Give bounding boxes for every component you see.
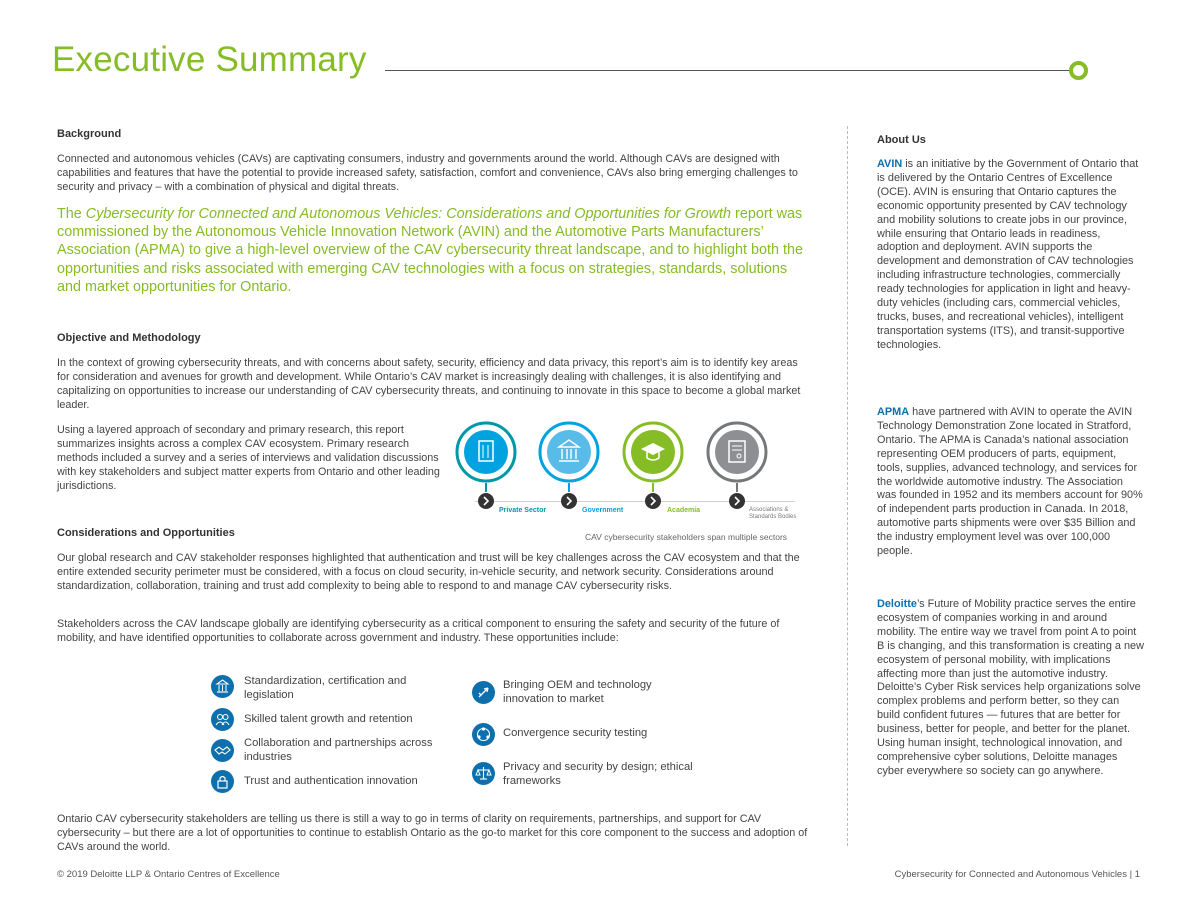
- opportunity-convergence: Convergence security testing: [503, 727, 648, 739]
- footer-doc-title: Cybersecurity for Connected and Autonomous Vehicles | 1: [894, 869, 1140, 880]
- lead-pre: The: [57, 206, 86, 222]
- sector-academia: [624, 423, 682, 509]
- network-icon: [472, 723, 495, 746]
- background-heading: Background: [57, 128, 122, 140]
- scales-icon: [472, 762, 495, 785]
- people-icon: [211, 708, 234, 731]
- government-icon: [211, 675, 234, 698]
- stakeholder-figure: [455, 421, 810, 546]
- about-deloitte: [877, 598, 1145, 779]
- sector-associations: [708, 423, 766, 509]
- sector-bullet: [645, 493, 661, 509]
- about-apma: [877, 406, 1145, 559]
- about-avin: [877, 158, 1145, 353]
- methodology-paragraph: Using a layered approach of secondary and primary research, this report summarizes insights across a complex CAV ecosystem. Primary research methods included a survey and a series of interviews and validation discussions with key stakeholders and subject matter experts from Ontario and other leading jurisdictions.: [57, 424, 440, 492]
- apma-text: have partnered with AVIN to operate the AVIN Technology Demonstration Zone located in Stratford, Ontario. The APMA is Canada’s national association representing OEM producers of parts, equipment, tools, supplies, advanced technology, and services for the worldwide automotive industry. The Association was founded in 1952 and its members account for 90% of independent parts production in Canada. In 2018, automotive parts shipments were over $35 Billion and the industry employment level was over 100,000 people.: [877, 406, 1143, 558]
- lead-paragraph: [57, 205, 809, 296]
- stakeholders-paragraph: Stakeholders across the CAV landscape globally are identifying cybersecurity as a critical component to ensuring the safety and security of the future of mobility, and have identified opportunities to collaborate across government and industry. These opportunities include:: [57, 618, 780, 644]
- deloitte-name: Deloitte: [877, 598, 917, 610]
- sector-government: [540, 423, 598, 509]
- deloitte-text: ’s Future of Mobility practice serves the entire ecosystem of companies working in and around mobility. The entire way we travel from point A to point B is changing, and this transformation is creating a new ecosystem of personal mobility, with implications affecting more than just the automotive industry. Deloitte’s Cyber Risk services help organizations solve complex problems and perform better, so they can build confident futures — futures that are better for business, better for people, and better for the planet. Using human insight, technological innovation, and comprehensive cyber solutions, Deloitte manages cyber everywhere so society can go anywhere.: [877, 598, 1144, 777]
- sector-label-private: Private Sector: [499, 507, 547, 514]
- lead-post: report was commissioned by the Autonomous Vehicle Innovation Network (AVIN) and the Automotive Parts Manufacturers’ Association (APMA) to give a high-level overview of the CAV cybersecurity threat landscape, and to highlight both the opportunities and risks associated with emerging CAV technologies with a focus on strategies, standards, solutions and market opportunities for Ontario.: [57, 206, 804, 295]
- opportunity-talent: Skilled talent growth and retention: [244, 713, 413, 725]
- sector-disc: [464, 430, 508, 474]
- report-title: Cybersecurity for Connected and Autonomous Vehicles: Considerations and Opportunities for Growth: [85, 206, 732, 222]
- sector-disc: [547, 430, 591, 474]
- sector-disc: [715, 430, 759, 474]
- title-rule: [385, 70, 1073, 71]
- sector-bullet: [478, 493, 494, 509]
- handshake-icon: [211, 739, 234, 762]
- about-heading: About Us: [877, 134, 926, 146]
- sector-label-associations: Associations & Standards Bodies: [749, 507, 797, 520]
- rocket-icon: [472, 681, 495, 704]
- opportunity-oem: Bringing OEM and technology innovation to market: [503, 679, 652, 705]
- sector-bullet: [561, 493, 577, 509]
- footer-copyright: © 2019 Deloitte LLP & Ontario Centres of Excellence: [57, 869, 280, 880]
- title-ring-icon: [1069, 61, 1088, 80]
- sector-label-academia: Academia: [667, 507, 701, 514]
- opportunity-trust: Trust and authentication innovation: [244, 775, 418, 787]
- column-divider: [847, 126, 848, 846]
- avin-text: is an initiative by the Government of Ontario that is delivered by the Ontario Centres of Excellence (OCE). AVIN is ensuring that Ontario captures the economic opportunity presented by CAV technology and mobility solutions to create jobs in our province, while ensuring that Ontario leads in readiness, adoption and deployment. AVIN supports the development and demonstration of CAV technologies including infrastructure technologies, commercially ready technologies for application in light and heavy-duty vehicles (including cars, commercial vehicles, trucks, buses, and recreational vehicles), intelligent transportation systems (ITS), and transit-supportive technologies.: [877, 158, 1139, 351]
- objective-paragraph: In the context of growing cybersecurity threats, and with concerns about safety, security, efficiency and data privacy, this report’s aim is to identify key areas for consideration and avenues for growth and development. While Ontario’s CAV market is increasingly dealing with challenges, it is also identifying and capitalizing on opportunities to increase our understanding of CAV cybersecurity threats, and continuing to innovate in this space to become a global market leader.: [57, 357, 801, 411]
- avin-name: AVIN: [877, 158, 903, 170]
- opportunity-collaboration: Collaboration and partnerships across industries: [244, 737, 433, 763]
- closing-paragraph: Ontario CAV cybersecurity stakeholders are telling us there is still a way to go in terms of clarity on requirements, partnerships, and support for CAV cybersecurity – but there are a lot of opportunities to continue to establish Ontario as the go-to market for this core component to the success and adoption of CAVs around the world.: [57, 813, 808, 853]
- considerations-paragraph: Our global research and CAV stakeholder responses highlighted that authentication and trust will be key challenges across the CAV ecosystem and that the entire extended security perimeter must be considered, with a focus on cloud security, in-vehicle security, and network security. Considerations around standardization, collaboration, training and trust add complexity to being able to respond to and manage CAV cybersecurity risks.: [57, 552, 800, 592]
- figure-caption: CAV cybersecurity stakeholders span multiple sectors: [585, 532, 788, 542]
- sector-private-sector: [457, 423, 515, 509]
- lock-icon: [211, 770, 234, 793]
- sector-label-government: Government: [582, 507, 624, 514]
- background-paragraph: Connected and autonomous vehicles (CAVs) are captivating consumers, industry and governments around the world. Although CAVs are designed with capabilities and features that have the potential to provide increased safety, satisfaction, comfort and convenience, CAVs also bring emerging challenges to security and privacy – with a combination of physical and digital threats.: [57, 153, 798, 193]
- objective-heading: Objective and Methodology: [57, 332, 201, 344]
- considerations-heading: Considerations and Opportunities: [57, 527, 235, 539]
- page-title: Executive Summary: [52, 40, 367, 79]
- opportunity-standardization: Standardization, certification and legislation: [244, 675, 407, 701]
- apma-name: APMA: [877, 406, 910, 418]
- opportunity-privacy: Privacy and security by design; ethical frameworks: [503, 761, 693, 787]
- sector-bullet: [729, 493, 745, 509]
